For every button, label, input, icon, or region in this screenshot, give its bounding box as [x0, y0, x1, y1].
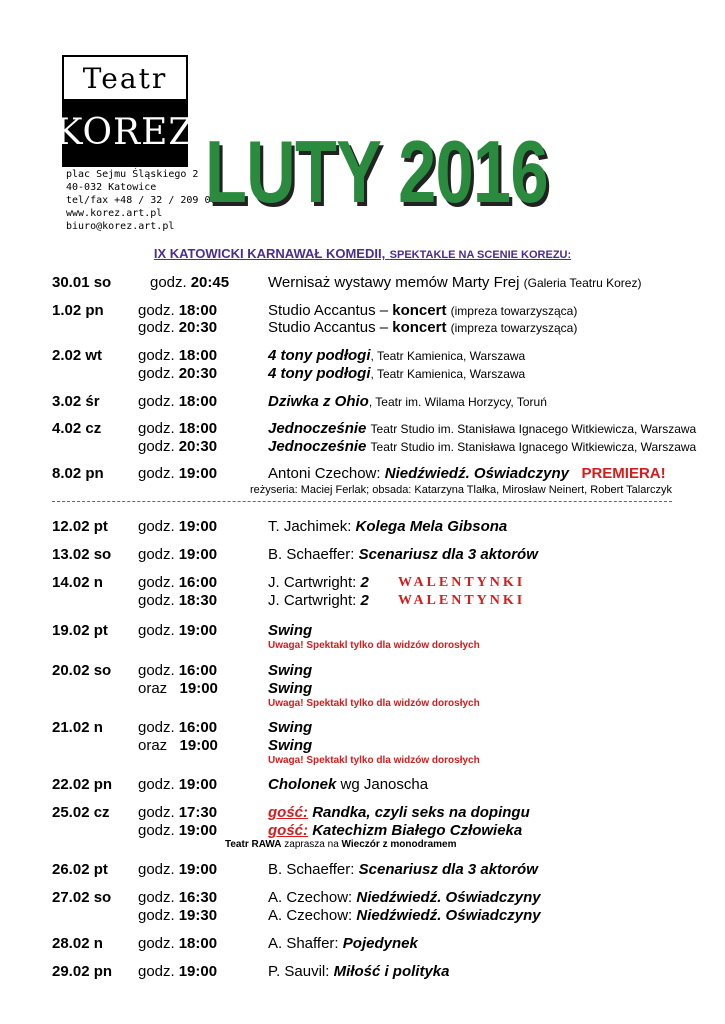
event-time: godz. 18:00 — [138, 393, 218, 410]
event-time: godz. 17:30 — [138, 804, 218, 821]
logo-bottom-text: KOREZ — [64, 99, 186, 165]
event-title: 4 tony podłogi, Teatr Kamienica, Warszawa — [268, 347, 526, 364]
section-divider — [52, 501, 672, 502]
event-title: B. Schaeffer: Scenariusz dla 3 aktorów — [268, 546, 538, 563]
adult-warning: Uwaga! Spektakl tylko dla widzów dorosłych — [268, 698, 480, 709]
event-date: 2.02 wt — [52, 347, 103, 364]
valentines-badge: WALENTYNKI — [398, 575, 526, 590]
event-time: oraz 19:00 — [138, 737, 218, 754]
address-city: 40-032 Katowice — [66, 182, 157, 193]
event-time: godz. 20:30 — [138, 365, 218, 382]
event-title: A. Shaffer: Pojedynek — [268, 935, 418, 952]
month-title: LUTY 2016 — [205, 122, 548, 221]
festival-scene: SPEKTAKLE NA SCENIE KOREZU: — [389, 249, 572, 261]
schedule-row — [0, 419, 725, 439]
event-title: J. Cartwright: 2 — [268, 592, 369, 609]
event-title: Swing — [268, 719, 313, 736]
event-date: 22.02 pn — [52, 776, 113, 793]
event-title: Swing — [268, 662, 313, 679]
schedule-row — [0, 591, 725, 611]
festival-subtitle — [0, 245, 725, 263]
logo-top-text: Teatr — [82, 61, 168, 95]
event-title: 4 tony podłogi, Teatr Kamienica, Warszawa — [268, 365, 526, 382]
event-date: 12.02 pt — [52, 518, 108, 535]
event-time: godz. 18:30 — [138, 592, 218, 609]
schedule-row — [0, 775, 725, 795]
schedule-row — [0, 437, 725, 457]
event-time: oraz 19:00 — [138, 680, 218, 697]
event-title: A. Czechow: Niedźwiedź. Oświadczyny — [268, 889, 541, 906]
event-title: T. Jachimek: Kolega Mela Gibsona — [268, 518, 508, 535]
event-time: godz. 18:00 — [138, 347, 218, 364]
event-date: 4.02 cz — [52, 420, 102, 437]
event-time: godz. 19:30 — [138, 907, 218, 924]
schedule-row — [0, 346, 725, 366]
schedule-row — [0, 906, 725, 926]
event-time: godz. 19:00 — [138, 546, 218, 563]
event-title: J. Cartwright: 2 — [268, 574, 369, 591]
schedule-row — [0, 860, 725, 880]
cast-credits: reżyseria: Maciej Ferlak; obsada: Katarzyna Tlałka, Mirosław Neinert, Robert Talarczyk — [249, 484, 672, 496]
event-title: Antoni Czechow: Niedźwiedź. Oświadczyny PREMIERA! — [268, 465, 666, 482]
event-date: 26.02 pt — [52, 861, 108, 878]
event-time: godz. 19:00 — [138, 776, 218, 793]
schedule-row — [0, 718, 725, 738]
schedule-row — [0, 573, 725, 593]
event-time: godz. 16:00 — [138, 719, 218, 736]
event-title: P. Sauvil: Miłość i polityka — [268, 963, 450, 980]
event-time: godz. 19:00 — [138, 963, 218, 980]
event-title: A. Czechow: Niedźwiedź. Oświadczyny — [268, 907, 541, 924]
address-street: plac Sejmu Śląskiego 2 — [66, 169, 199, 180]
theatre-logo — [55, 55, 195, 167]
event-title: Swing — [268, 680, 313, 697]
event-time: godz. 20:45 — [150, 274, 230, 291]
address-website[interactable]: www.korez.art.pl — [66, 208, 163, 219]
event-date: 1.02 pn — [52, 302, 104, 319]
event-title: Wernisaż wystawy memów Marty Frej (Galeria Teatru Korez) — [268, 274, 642, 291]
address-block — [66, 168, 235, 233]
event-title: Studio Accantus – koncert (impreza towarzysząca) — [268, 319, 578, 336]
event-title: Jednocześnie Teatr Studio im. Stanisława Ignacego Witkiewicza, Warszawa — [268, 438, 697, 455]
event-time: godz. 19:00 — [138, 622, 218, 639]
schedule-row — [0, 517, 725, 537]
event-date: 28.02 n — [52, 935, 103, 952]
event-time: godz. 20:30 — [138, 319, 218, 336]
event-date: 21.02 n — [52, 719, 103, 736]
address-phone: tel/fax +48 / 32 / 209 00 88 — [66, 195, 235, 206]
event-time: godz. 19:00 — [138, 518, 218, 535]
adult-warning: Uwaga! Spektakl tylko dla widzów dorosłych — [268, 640, 480, 651]
event-date: 3.02 śr — [52, 393, 100, 410]
event-time: godz. 20:30 — [138, 438, 218, 455]
schedule-row — [0, 661, 725, 681]
schedule-row — [0, 736, 725, 756]
schedule-row — [0, 934, 725, 954]
event-title: Swing — [268, 622, 313, 639]
event-time: godz. 18:00 — [138, 420, 218, 437]
festival-name: IX KATOWICKI KARNAWAŁ KOMEDII, — [153, 246, 386, 261]
event-time: godz. 16:00 — [138, 662, 218, 679]
adult-warning: Uwaga! Spektakl tylko dla widzów dorosłych — [268, 755, 480, 766]
event-date: 8.02 pn — [52, 465, 104, 482]
event-time: godz. 19:00 — [138, 861, 218, 878]
event-title: gość: Katechizm Białego Człowieka — [268, 822, 523, 839]
event-date: 27.02 so — [52, 889, 112, 906]
event-date: 13.02 so — [52, 546, 112, 563]
event-title: Studio Accantus – koncert (impreza towarzysząca) — [268, 302, 578, 319]
event-time: godz. 18:00 — [138, 935, 218, 952]
schedule-row — [0, 464, 725, 484]
event-date: 14.02 n — [52, 574, 103, 591]
event-time: godz. 18:00 — [138, 302, 218, 319]
event-date: 29.02 pn — [52, 963, 113, 980]
event-time: godz. 19:00 — [138, 822, 218, 839]
schedule-row — [0, 273, 725, 293]
schedule-row — [0, 545, 725, 565]
schedule-row — [0, 888, 725, 908]
valentines-badge: WALENTYNKI — [398, 593, 526, 608]
event-time: godz. 16:00 — [138, 574, 218, 591]
event-title: gość: Randka, czyli seks na dopingu — [268, 804, 530, 821]
event-date: 25.02 cz — [52, 804, 110, 821]
schedule-row — [0, 364, 725, 384]
schedule-row — [0, 803, 725, 823]
event-time: godz. 16:30 — [138, 889, 218, 906]
schedule-row — [0, 392, 725, 412]
schedule-row — [0, 821, 725, 841]
event-title: B. Schaeffer: Scenariusz dla 3 aktorów — [268, 861, 538, 878]
address-email[interactable]: biuro@korez.art.pl — [66, 221, 175, 232]
event-date: 19.02 pt — [52, 622, 108, 639]
event-title: Jednocześnie Teatr Studio im. Stanisława Ignacego Witkiewicza, Warszawa — [268, 420, 697, 437]
event-title: Dziwka z Ohio, Teatr im. Wilama Horzycy, Toruń — [268, 393, 547, 410]
rawa-invitation: Teatr RAWA zaprasza na Wieczór z monodramem — [225, 839, 457, 850]
premiere-badge: PREMIERA! — [581, 465, 666, 482]
event-title: Cholonek wg Janoscha — [268, 776, 429, 793]
schedule-row — [0, 318, 725, 338]
event-time: godz. 19:00 — [138, 465, 218, 482]
event-title: Swing — [268, 737, 313, 754]
schedule-row — [0, 679, 725, 699]
schedule-row — [0, 621, 725, 641]
event-date: 30.01 so — [52, 274, 112, 291]
schedule-row — [0, 962, 725, 982]
event-date: 20.02 so — [52, 662, 112, 679]
